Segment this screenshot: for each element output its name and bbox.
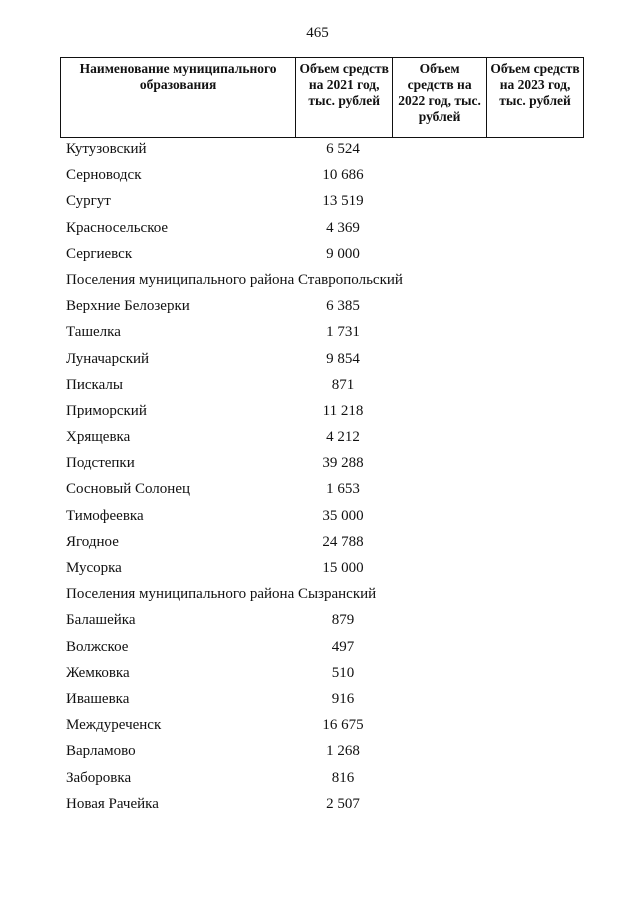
municipality-name: Верхние Белозерки — [66, 298, 190, 315]
table-row — [0, 375, 635, 401]
municipality-name: Новая Рачейка — [66, 795, 159, 812]
table-row — [0, 479, 635, 505]
amount-2021: 497 — [331, 638, 355, 655]
table-row — [0, 532, 635, 558]
municipality-name: Варламово — [66, 743, 136, 760]
table-row — [0, 794, 635, 820]
municipality-name: Сосновый Солонец — [66, 481, 191, 498]
table-row — [0, 610, 635, 636]
amount-2021: 6 524 — [326, 141, 360, 157]
amount-2021: 10 686 — [322, 167, 364, 184]
table-row — [0, 191, 635, 217]
municipality-name: Кутузовский — [66, 141, 147, 157]
section-heading-row — [0, 270, 635, 296]
table-row — [0, 715, 635, 741]
municipality-name: Балашейка — [66, 612, 136, 629]
amount-2021: 1 653 — [326, 481, 360, 498]
municipality-name: Тимофеевка — [66, 507, 144, 524]
amount-2021: 1 268 — [326, 743, 360, 760]
amount-2021: 4 212 — [326, 429, 360, 446]
amount-2021: 4 369 — [326, 219, 360, 236]
header-row — [61, 58, 584, 138]
amount-2021: 916 — [331, 690, 355, 707]
section-heading: Поселения муниципального района Сызранский — [66, 586, 377, 603]
table-row — [0, 768, 635, 794]
table-row — [0, 218, 635, 244]
header-year-2021: Объем средств на 2021 год, тыс. рублей — [296, 58, 393, 138]
municipality-name: Хрящевка — [66, 429, 131, 446]
amount-2021: 816 — [331, 769, 355, 786]
header-name: Наименование муниципального образования — [61, 58, 296, 138]
amount-2021: 16 675 — [322, 717, 364, 734]
municipality-name: Приморский — [66, 402, 147, 419]
section-heading-row — [0, 584, 635, 610]
municipality-name: Ягодное — [66, 533, 119, 550]
table-row — [0, 165, 635, 191]
amount-2021: 9 854 — [326, 350, 360, 367]
table-header — [60, 57, 584, 138]
amount-2021: 13 519 — [322, 193, 364, 210]
amount-2021: 39 288 — [322, 455, 364, 472]
municipality-name: Сургут — [66, 193, 111, 210]
section-heading: Поселения муниципального района Ставропольский — [66, 271, 403, 288]
amount-2021: 6 385 — [326, 298, 360, 315]
table-row — [0, 427, 635, 453]
table-row — [0, 453, 635, 479]
amount-2021: 15 000 — [322, 560, 364, 576]
table-row — [0, 296, 635, 322]
municipality-name: Подстепки — [66, 455, 135, 472]
amount-2021: 871 — [331, 376, 355, 393]
amount-2021: 9 000 — [326, 245, 360, 262]
amount-2021: 35 000 — [322, 507, 364, 524]
amount-2021: 510 — [331, 664, 355, 681]
municipality-name: Пискалы — [66, 376, 123, 393]
header-year-2023: Объем средств на 2023 год, тыс. рублей — [487, 58, 584, 138]
municipality-list — [0, 139, 635, 820]
table-row — [0, 322, 635, 348]
municipality-name: Сергиевск — [66, 245, 133, 262]
amount-2021: 24 788 — [322, 533, 364, 550]
municipality-name: Заборовка — [66, 769, 132, 786]
header-year-2022: Объем средств на 2022 год, тыс. рублей — [393, 58, 487, 138]
table-row — [0, 139, 635, 165]
municipality-name: Луначарский — [66, 350, 150, 367]
municipality-name: Ташелка — [66, 324, 121, 341]
municipality-name: Ивашевка — [66, 690, 130, 707]
municipality-name: Красносельское — [66, 219, 169, 236]
table-row — [0, 558, 635, 584]
municipality-name: Волжское — [66, 638, 129, 655]
table-row — [0, 663, 635, 689]
page-number: 465 — [306, 25, 329, 41]
table-row — [0, 506, 635, 532]
table-row — [0, 741, 635, 767]
municipality-name: Междуреченск — [66, 717, 162, 734]
municipality-name: Серноводск — [66, 167, 142, 184]
table-row — [0, 244, 635, 270]
municipality-name: Мусорка — [66, 560, 122, 576]
amount-2021: 2 507 — [326, 795, 360, 812]
amount-2021: 11 218 — [322, 402, 364, 419]
table-row — [0, 401, 635, 427]
table-row — [0, 637, 635, 663]
table-row — [0, 689, 635, 715]
amount-2021: 1 731 — [326, 324, 360, 341]
table-row — [0, 349, 635, 375]
municipality-name: Жемковка — [66, 664, 130, 681]
amount-2021: 879 — [331, 612, 355, 629]
